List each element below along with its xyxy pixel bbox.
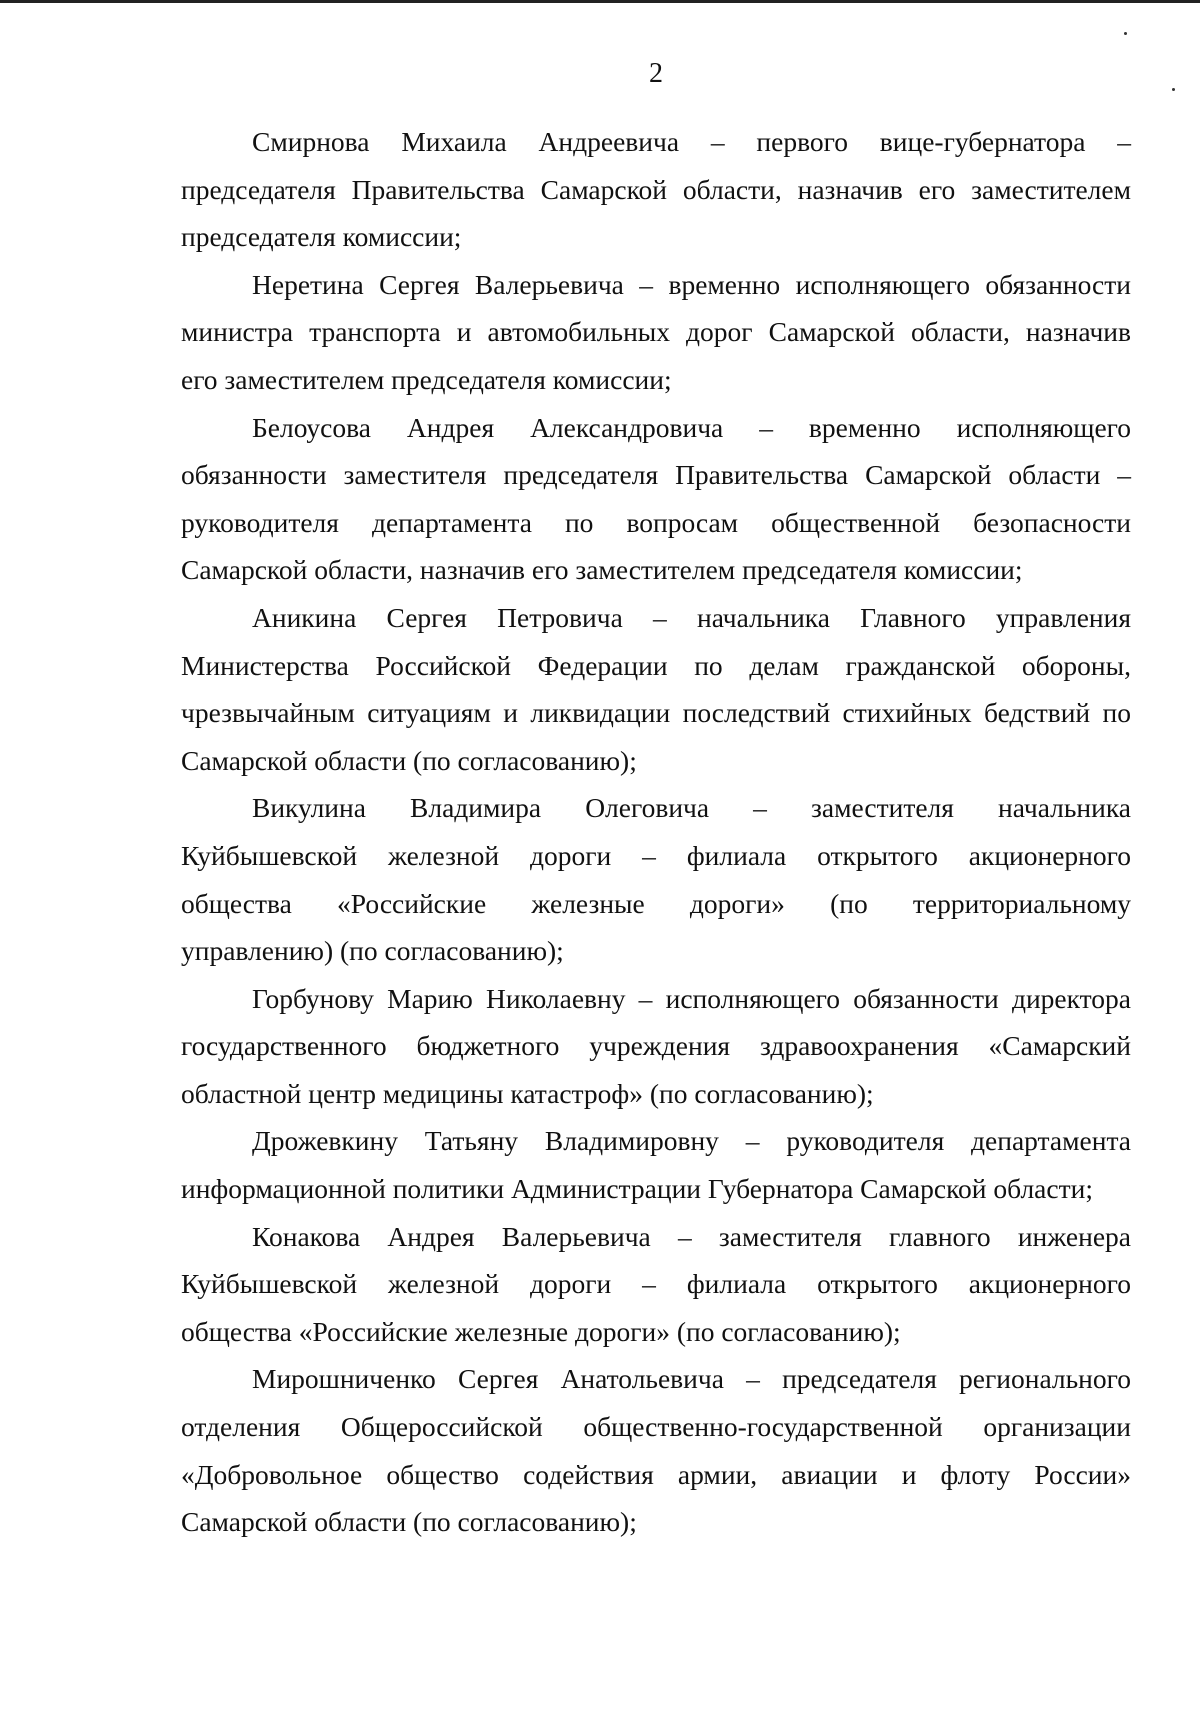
- text-line: общества «Российские железные дороги» (по территориальному: [181, 887, 1131, 919]
- member-paragraph: [181, 975, 1131, 1118]
- member-paragraph: [181, 784, 1131, 974]
- text-line: Куйбышевской железной дороги – филиала открытого акционерного: [181, 1268, 1131, 1300]
- member-paragraph: [181, 118, 1131, 261]
- text-line: государственного бюджетного учреждения здравоохранения «Самарский: [181, 1030, 1131, 1062]
- text-line: отделения Общероссийской общественно-государственной организации: [181, 1411, 1131, 1443]
- text-line: Мирошниченко Сергея Анатольевича – председателя регионального: [252, 1363, 1131, 1395]
- text-line: Самарской области, назначив его заместителем председателя комиссии;: [181, 554, 1023, 586]
- text-line: Конакова Андрея Валерьевича – заместителя главного инженера: [252, 1220, 1131, 1252]
- text-line: Самарской области (по согласованию);: [181, 1506, 637, 1538]
- text-line: министра транспорта и автомобильных дорог Самарской области, назначив: [181, 316, 1131, 348]
- text-line: Аникина Сергея Петровича – начальника Главного управления: [252, 601, 1131, 633]
- text-line: председателя Правительства Самарской области, назначив его заместителем: [181, 173, 1131, 205]
- member-paragraph: [181, 261, 1131, 404]
- member-paragraph: [181, 1355, 1131, 1545]
- scan-speck: [1124, 32, 1127, 35]
- member-paragraph: [181, 594, 1131, 784]
- member-paragraph: [181, 1117, 1131, 1212]
- text-line: информационной политики Администрации Губернатора Самарской области;: [181, 1173, 1093, 1205]
- text-line: «Добровольное общество содействия армии, авиации и флоту России»: [181, 1458, 1131, 1490]
- text-line: областной центр медицины катастроф» (по согласованию);: [181, 1077, 874, 1109]
- text-line: руководителя департамента по вопросам общественной безопасности: [181, 506, 1131, 538]
- text-line: Куйбышевской железной дороги – филиала открытого акционерного: [181, 839, 1131, 871]
- text-line: Смирнова Михаила Андреевича – первого вице-губернатора –: [252, 126, 1131, 157]
- text-line: общества «Российские железные дороги» (по согласованию);: [181, 1315, 901, 1347]
- scan-top-edge: [0, 0, 1200, 3]
- text-line: Самарской области (по согласованию);: [181, 744, 637, 776]
- text-line: управлению) (по согласованию);: [181, 935, 564, 967]
- text-line: Белоусова Андрея Александровича – временно исполняющего: [252, 411, 1131, 443]
- text-line: Министерства Российской Федерации по делам гражданской обороны,: [181, 649, 1131, 681]
- page-number: 2: [649, 58, 663, 89]
- text-line: Горбунову Марию Николаевну – исполняющего обязанности директора: [252, 982, 1131, 1014]
- text-line: Неретина Сергея Валерьевича – временно исполняющего обязанности: [252, 268, 1131, 300]
- member-paragraph: [181, 404, 1131, 594]
- text-line: Викулина Владимира Олеговича – заместителя начальника: [252, 792, 1131, 824]
- text-line: председателя комиссии;: [181, 221, 462, 253]
- text-line: его заместителем председателя комиссии;: [181, 363, 672, 395]
- text-line: Дрожевкину Татьяну Владимировну – руководителя департамента: [252, 1125, 1131, 1157]
- member-paragraph: [181, 1213, 1131, 1356]
- text-line: чрезвычайным ситуациям и ликвидации последствий стихийных бедствий по: [181, 697, 1131, 729]
- text-line: обязанности заместителя председателя Правительства Самарской области –: [181, 459, 1131, 491]
- document-body: [181, 118, 1131, 1546]
